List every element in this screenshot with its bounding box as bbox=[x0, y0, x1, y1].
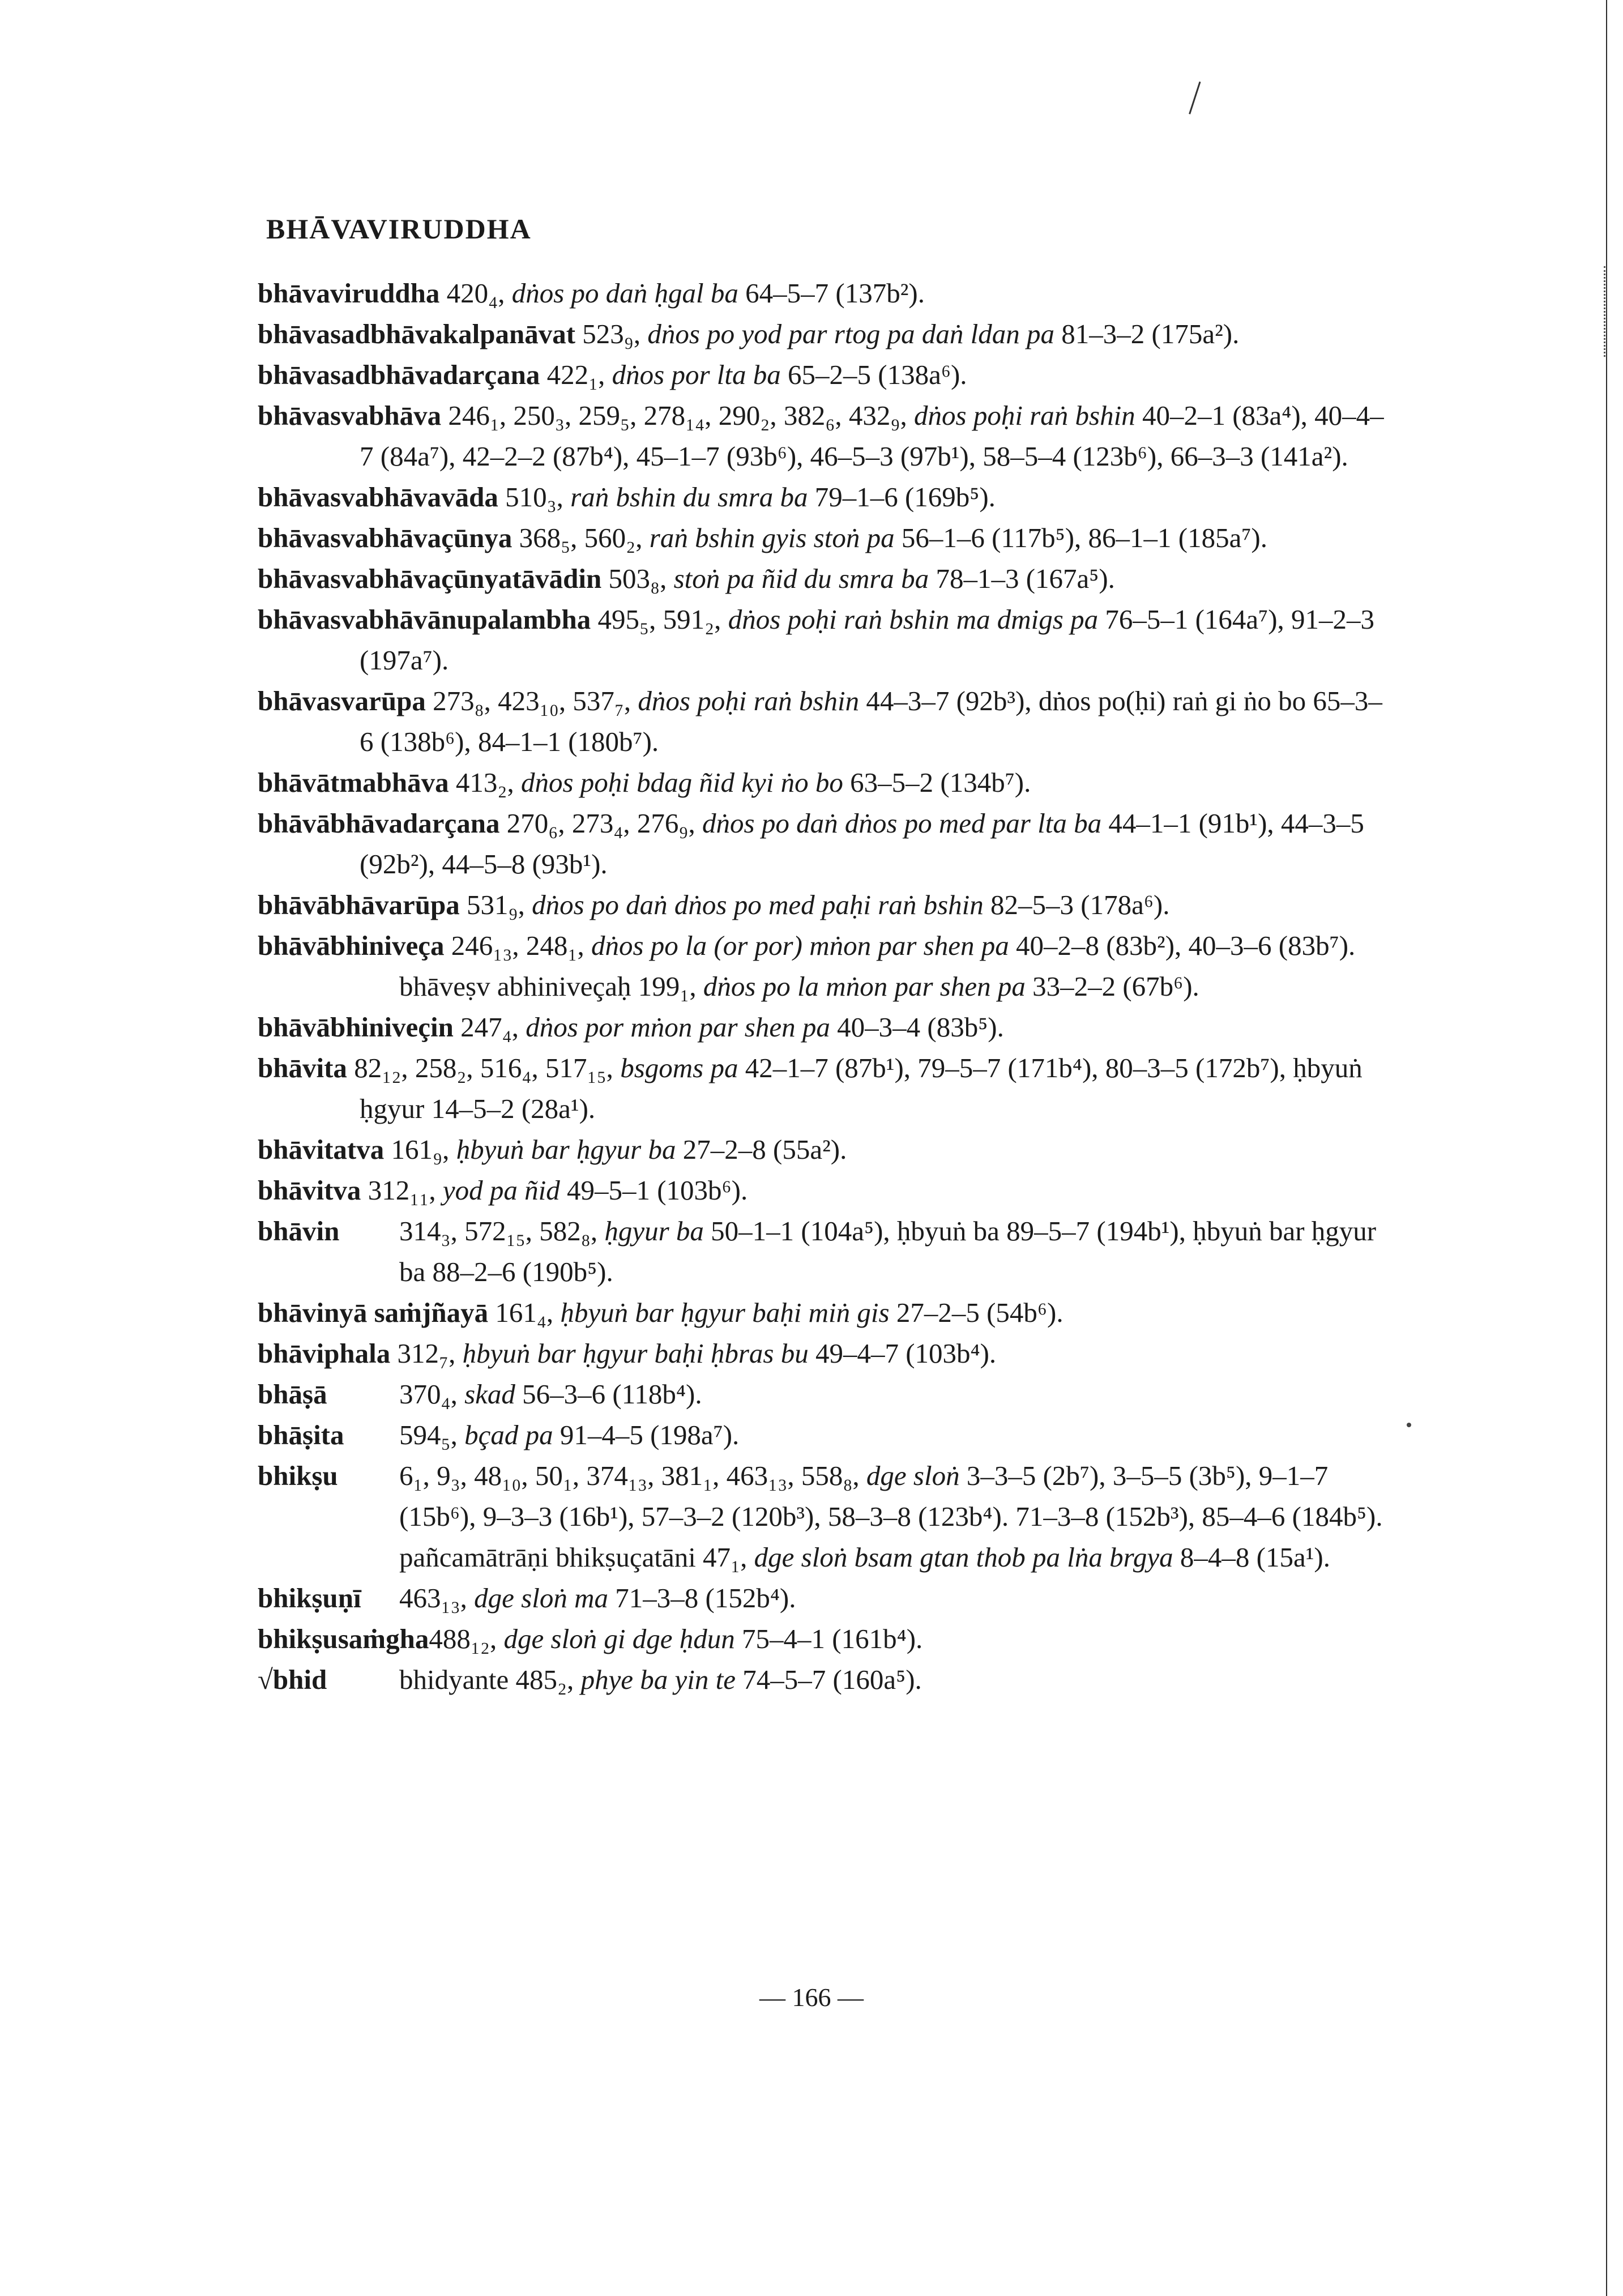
source-references: 368₅, 560₂, bbox=[519, 522, 643, 553]
folio-reference: 44–1–1 (91b¹), 44–3–5 (92b²), 44–5–8 (93b¹). bbox=[360, 808, 1364, 880]
dictionary-entry bbox=[258, 518, 1385, 558]
sub-entry bbox=[258, 966, 1385, 1007]
headword: bhāvābhiniveça bbox=[258, 930, 445, 961]
headword: bhāvasvabhāvānupalambha bbox=[258, 604, 591, 635]
source-references: 488₁₂, bbox=[429, 1623, 497, 1654]
source-references: 247₄, bbox=[460, 1012, 519, 1043]
headword: bhāvasvabhāva bbox=[258, 400, 442, 431]
source-references: 273₈, 423₁₀, 537₇, bbox=[433, 685, 631, 716]
folio-reference: 40–2–8 (83b²), 40–3–6 (83b⁷). bbox=[1015, 930, 1356, 961]
entry-body bbox=[399, 1578, 1385, 1619]
folio-reference: 40–3–4 (83b⁵). bbox=[837, 1012, 1004, 1043]
folio-reference: 49–4–7 (103b⁴). bbox=[815, 1338, 997, 1369]
headword: bhāviphala bbox=[258, 1338, 391, 1369]
dictionary-entry bbox=[258, 1619, 1385, 1659]
tibetan-equivalent: dṅos po daṅ dṅos po med par lta ba bbox=[702, 808, 1102, 839]
headword: bhāvaviruddha bbox=[258, 278, 440, 309]
source-references: bhidyante 485₂, bbox=[399, 1664, 574, 1695]
folio-reference: 33–2–2 (67b⁶). bbox=[1032, 971, 1199, 1002]
dictionary-entry bbox=[258, 1170, 1385, 1211]
dictionary-entry bbox=[258, 558, 1385, 599]
folio-reference: 63–5–2 (134b⁷). bbox=[850, 767, 1031, 798]
source-references: 270₆, 273₄, 276₉, bbox=[506, 808, 695, 839]
tibetan-equivalent: ḥbyuṅ bar ḥgyur baḥi miṅ gis bbox=[560, 1297, 890, 1328]
tibetan-equivalent: dge sloṅ gi dge ḥdun bbox=[503, 1623, 735, 1654]
dictionary-entry bbox=[258, 1415, 1385, 1456]
tibetan-equivalent: dṅos poḥi raṅ bshin bbox=[638, 685, 860, 716]
sub-entry-form: bhāveṣv abhiniveçaḥ 199₁, bbox=[399, 971, 697, 1002]
source-references: 495₅, 591₂, bbox=[597, 604, 721, 635]
folio-reference: 50–1–1 (104a⁵), ḥbyuṅ ba 89–5–7 (194b¹), ḥbyuṅ bar ḥgyur ba 88–2–6 (190b⁵). bbox=[399, 1215, 1377, 1287]
headword: bhāvita bbox=[258, 1052, 347, 1083]
dictionary-entry bbox=[258, 1007, 1385, 1048]
dictionary-entry bbox=[258, 1456, 1385, 1537]
folio-reference: 42–1–7 (87b¹), 79–5–7 (171b⁴), 80–3–5 (172b⁷), ḥbyuṅ ḥgyur 14–5–2 (28a¹). bbox=[360, 1052, 1363, 1124]
tibetan-equivalent: ḥgyur ba bbox=[604, 1215, 704, 1247]
tibetan-equivalent: dṅos po la (or por) mṅon par shen pa bbox=[591, 930, 1009, 961]
folio-reference: 56–3–6 (118b⁴). bbox=[522, 1379, 702, 1410]
pencil-mark bbox=[1189, 82, 1208, 117]
source-references: 246₁₃, 248₁, bbox=[451, 930, 584, 961]
headword: bhāṣita bbox=[258, 1419, 344, 1450]
folio-reference: 40–2–1 (83a⁴), 40–4–7 (84a⁷), 42–2–2 (87b⁴), 45–1–7 (93b⁶), 46–5–3 (97b¹), 58–5–4 (123b⁶), 66–3–3 (141a²). bbox=[360, 400, 1384, 472]
dictionary-entry bbox=[258, 925, 1385, 966]
tibetan-equivalent: dṅos po daṅ dṅos po med paḥi raṅ bshin bbox=[532, 889, 984, 920]
dictionary-entry bbox=[258, 1048, 1385, 1129]
folio-reference: 3–3–5 (2b⁷), 3–5–5 (3b⁵), 9–1–7 (15b⁶), 9–3–3 (16b¹), 57–3–2 (120b³), 58–3–8 (123b⁴). 71–3–8 (152b³), 85–4–6 (184b⁵). bbox=[399, 1460, 1383, 1532]
dictionary-entry bbox=[258, 681, 1385, 762]
dictionary-entry bbox=[258, 1333, 1385, 1374]
folio-reference: 76–5–1 (164a⁷), 91–2–3 (197a⁷). bbox=[360, 604, 1375, 676]
folio-reference: 65–2–5 (138a⁶). bbox=[788, 359, 967, 390]
folio-reference: 78–1–3 (167a⁵). bbox=[936, 563, 1115, 594]
dictionary-entry bbox=[258, 314, 1385, 355]
dictionary-entry bbox=[258, 1659, 1385, 1700]
tibetan-equivalent: dge sloṅ bsam gtan thob pa lṅa brgya bbox=[754, 1542, 1173, 1573]
folio-reference: 27–2–5 (54b⁶). bbox=[896, 1297, 1064, 1328]
tibetan-equivalent: raṅ bshin gyis stoṅ pa bbox=[649, 522, 895, 553]
tibetan-equivalent: ḥbyuṅ bar ḥgyur baḥi ḥbras bu bbox=[462, 1338, 809, 1369]
headword: bhikṣuṇī bbox=[258, 1582, 361, 1614]
page-edge-marks bbox=[1597, 266, 1605, 357]
tibetan-equivalent: dṅos po yod par rtog pa daṅ ldan pa bbox=[647, 318, 1055, 349]
headword: √bhid bbox=[258, 1664, 327, 1695]
headword: bhāvasvarūpa bbox=[258, 685, 426, 716]
source-references: 246₁, 250₃, 259₅, 278₁₄, 290₂, 382₆, 432₉, bbox=[448, 400, 907, 431]
tibetan-equivalent: dṅos por lta ba bbox=[612, 359, 781, 390]
headword: bhāvātmabhāva bbox=[258, 767, 449, 798]
headword: bhāvitva bbox=[258, 1175, 361, 1206]
folio-reference: 64–5–7 (137b²). bbox=[745, 278, 925, 309]
tibetan-equivalent: stoṅ pa ñid du smra ba bbox=[673, 563, 929, 594]
source-references: 161₄, bbox=[495, 1297, 554, 1328]
entry-body bbox=[399, 1211, 1385, 1292]
folio-reference: 44–3–7 (92b³), dṅos po(ḥi) raṅ gi ṅo bo 65–3–6 (138b⁶), 84–1–1 (180b⁷). bbox=[360, 685, 1382, 757]
dictionary-entry bbox=[258, 477, 1385, 518]
folio-reference: 71–3–8 (152b⁴). bbox=[615, 1582, 796, 1614]
entry-body bbox=[399, 1659, 1385, 1700]
tibetan-equivalent: bçad pa bbox=[464, 1419, 553, 1450]
entry-body bbox=[399, 1415, 1385, 1456]
folio-reference: 75–4–1 (161b⁴). bbox=[742, 1623, 923, 1654]
folio-reference: 8–4–8 (15a¹). bbox=[1180, 1542, 1330, 1573]
source-references: 314₃, 572₁₅, 582₈, bbox=[399, 1215, 598, 1247]
tibetan-equivalent: dṅos poḥi raṅ bshin bbox=[914, 400, 1135, 431]
tibetan-equivalent: dge sloṅ ma bbox=[474, 1582, 608, 1614]
source-references: 531₉, bbox=[467, 889, 525, 920]
headword: bhikṣusaṁgha bbox=[258, 1623, 429, 1654]
dictionary-entry bbox=[258, 1578, 1385, 1619]
folio-reference: 56–1–6 (117b⁵), 86–1–1 (185a⁷). bbox=[901, 522, 1267, 553]
headword: bhāvasvabhāvaçūnya bbox=[258, 522, 512, 553]
dictionary-entry bbox=[258, 1211, 1385, 1292]
source-references: 312₁₁, bbox=[368, 1175, 436, 1206]
headword: bhāvinyā saṁjñayā bbox=[258, 1297, 489, 1328]
dictionary-entry bbox=[258, 762, 1385, 803]
dictionary-entry bbox=[258, 1292, 1385, 1333]
source-references: 503₈, bbox=[608, 563, 667, 594]
folio-reference: 49–5–1 (103b⁶). bbox=[566, 1175, 748, 1206]
tibetan-equivalent: ḥbyuṅ bar ḥgyur ba bbox=[456, 1134, 676, 1165]
page-edge-line bbox=[1606, 0, 1607, 2296]
entry-body bbox=[429, 1619, 1385, 1659]
tibetan-equivalent: dṅos po daṅ ḥgal ba bbox=[511, 278, 738, 309]
entry-body bbox=[399, 1374, 1385, 1415]
dictionary-entry bbox=[258, 885, 1385, 925]
headword: bhāvābhāvarūpa bbox=[258, 889, 460, 920]
folio-reference: 82–5–3 (178a⁶). bbox=[990, 889, 1170, 920]
source-references: 370₄, bbox=[399, 1379, 458, 1410]
sub-entry-form: pañcamātrāṇi bhikṣuçatāni 47₁, bbox=[399, 1542, 748, 1573]
headword: bhāvasadbhāvakalpanāvat bbox=[258, 318, 576, 349]
tibetan-equivalent: phye ba yin te bbox=[580, 1664, 736, 1695]
entry-list bbox=[258, 273, 1385, 1700]
source-references: 594₅, bbox=[399, 1419, 458, 1450]
headword: bhāvasadbhāvadarçana bbox=[258, 359, 540, 390]
headword: bhāvin bbox=[258, 1215, 340, 1247]
dictionary-entry bbox=[258, 1374, 1385, 1415]
headword: bhāvasvabhāvavāda bbox=[258, 481, 498, 513]
headword: bhāvābhāvadarçana bbox=[258, 808, 500, 839]
tibetan-equivalent: bsgoms pa bbox=[620, 1052, 738, 1083]
tibetan-equivalent: dge sloṅ bbox=[866, 1460, 960, 1491]
tibetan-equivalent: dṅos por mṅon par shen pa bbox=[526, 1012, 830, 1043]
source-references: 312₇, bbox=[397, 1338, 456, 1369]
source-references: 510₃, bbox=[505, 481, 563, 513]
source-references: 463₁₃, bbox=[399, 1582, 467, 1614]
source-references: 420₄, bbox=[446, 278, 505, 309]
dictionary-entry bbox=[258, 395, 1385, 477]
folio-reference: 79–1–6 (169b⁵). bbox=[814, 481, 996, 513]
tibetan-equivalent: skad bbox=[464, 1379, 515, 1410]
sub-entry bbox=[258, 1537, 1385, 1578]
source-references: 422₁, bbox=[546, 359, 605, 390]
tibetan-equivalent: yod pa ñid bbox=[442, 1175, 560, 1206]
tibetan-equivalent: raṅ bshin du smra ba bbox=[570, 481, 808, 513]
tibetan-equivalent: dṅos po la mṅon par shen pa bbox=[703, 971, 1026, 1002]
dictionary-entry bbox=[258, 355, 1385, 395]
page-number: — 166 — bbox=[759, 1983, 864, 2012]
folio-reference: 27–2–8 (55a²). bbox=[682, 1134, 847, 1165]
headword: bhāvasvabhāvaçūnyatāvādin bbox=[258, 563, 602, 594]
headword: bhikṣu bbox=[258, 1460, 338, 1491]
dictionary-entry bbox=[258, 273, 1385, 314]
running-header: BHĀVAVIRUDDHA bbox=[266, 213, 532, 245]
dictionary-entry bbox=[258, 1129, 1385, 1170]
headword: bhāvābhiniveçin bbox=[258, 1012, 454, 1043]
tibetan-equivalent: dṅos poḥi raṅ bshin ma dmigs pa bbox=[728, 604, 1099, 635]
source-references: 161₉, bbox=[391, 1134, 450, 1165]
folio-reference: 81–3–2 (175a²). bbox=[1061, 318, 1240, 349]
headword: bhāvitatva bbox=[258, 1134, 385, 1165]
source-references: 6₁, 9₃, 48₁₀, 50₁, 374₁₃, 381₁, 463₁₃, 558₈, bbox=[399, 1460, 860, 1491]
headword: bhāṣā bbox=[258, 1379, 327, 1410]
ink-speck bbox=[1407, 1423, 1411, 1427]
dictionary-entry bbox=[258, 599, 1385, 681]
dictionary-entry bbox=[258, 803, 1385, 885]
entry-body bbox=[399, 1456, 1385, 1537]
folio-reference: 74–5–7 (160a⁵). bbox=[742, 1664, 922, 1695]
source-references: 82₁₂, 258₂, 516₄, 517₁₅, bbox=[354, 1052, 613, 1083]
source-references: 413₂, bbox=[455, 767, 514, 798]
tibetan-equivalent: dṅos poḥi bdag ñid kyi ṅo bo bbox=[520, 767, 843, 798]
source-references: 523₉, bbox=[582, 318, 641, 349]
folio-reference: 91–4–5 (198a⁷). bbox=[559, 1419, 740, 1450]
